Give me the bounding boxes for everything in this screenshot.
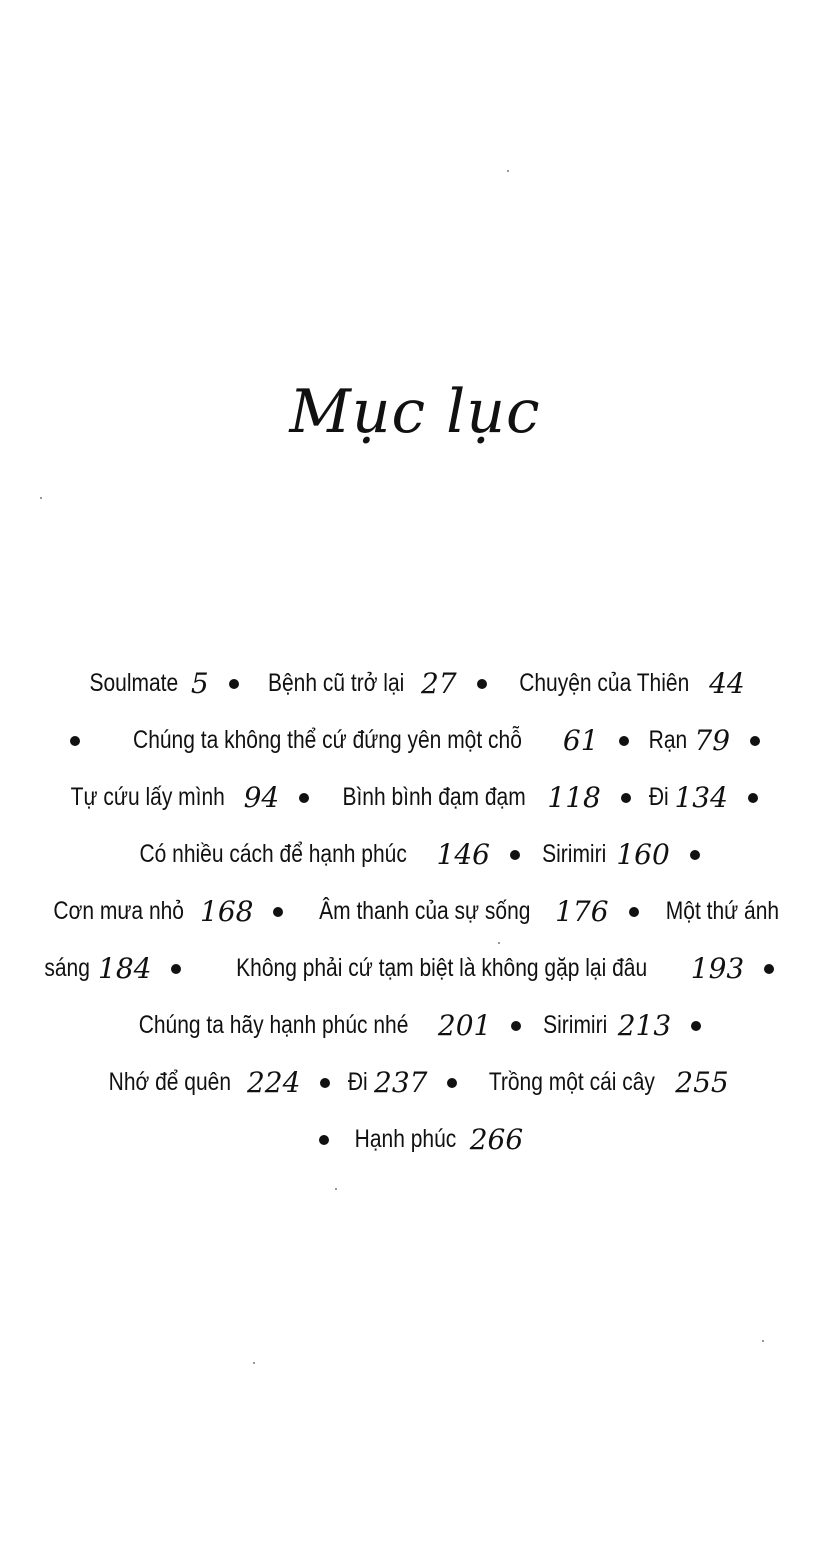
- toc-entry-title: Tự cứu lấy mình: [70, 783, 225, 811]
- toc-title: Mục lục: [289, 377, 541, 447]
- toc-entry-page-number: 168: [200, 895, 254, 928]
- toc-entry-title: Hạnh phúc: [354, 1125, 457, 1153]
- toc-entry-title: Sirimiri: [543, 1011, 608, 1039]
- toc-entry-title: Có nhiều cách để hạnh phúc: [139, 840, 408, 868]
- bullet-separator-icon: [629, 907, 639, 917]
- toc-entry-page-number: 27: [421, 667, 457, 700]
- bullet-separator-icon: [691, 1021, 701, 1031]
- toc-line: [20, 997, 810, 1054]
- toc-entry-page-number: 237: [374, 1066, 428, 1099]
- toc-line: [20, 940, 810, 997]
- bullet-separator-icon: [70, 736, 80, 746]
- toc-line: [20, 712, 810, 769]
- bullet-separator-icon: [477, 679, 487, 689]
- toc-entry-page-number: 94: [243, 781, 280, 814]
- toc-entry-page-number: 44: [709, 667, 745, 700]
- bullet-separator-icon: [319, 1135, 329, 1145]
- toc-entry-title: Rạn: [648, 726, 687, 754]
- bullet-separator-icon: [750, 736, 760, 746]
- bullet-separator-icon: [171, 964, 181, 974]
- toc-entry-title: Sirimiri: [542, 840, 607, 868]
- scan-speck: [762, 1340, 764, 1342]
- toc-entry-page-number: 5: [190, 667, 209, 700]
- toc-entry-title: Chúng ta hãy hạnh phúc nhé: [138, 1011, 409, 1039]
- toc-entry-page-number: 201: [437, 1009, 492, 1042]
- bullet-separator-icon: [447, 1078, 457, 1088]
- toc-entry-title: Âm thanh của sự sống: [319, 897, 531, 925]
- toc-entry-page-number: 160: [616, 838, 670, 871]
- bullet-separator-icon: [273, 907, 283, 917]
- bullet-separator-icon: [229, 679, 239, 689]
- toc-entry-page-number: 255: [675, 1066, 729, 1099]
- toc-entry-title: Đi: [648, 783, 669, 811]
- toc-entry-page-number: 213: [617, 1009, 672, 1042]
- toc-entry-page-number: 176: [555, 895, 609, 928]
- toc-entry-page-number: 134: [674, 781, 728, 814]
- toc-entry-title: Nhớ để quên: [108, 1068, 232, 1096]
- toc-line: [20, 826, 810, 883]
- toc-entry-title: Chúng ta không thể cứ đứng yên một chỗ: [132, 726, 522, 754]
- toc-entry-title: Bình bình đạm đạm: [342, 783, 526, 811]
- bullet-separator-icon: [748, 793, 758, 803]
- scan-speck: [40, 497, 42, 499]
- toc-entry-title: Một thứ ánh: [665, 897, 779, 925]
- toc-entry-page-number: 184: [98, 952, 152, 985]
- scan-speck: [507, 170, 509, 172]
- toc-entry-title: Chuyện của Thiên: [518, 669, 689, 697]
- toc-entry-page-number: 193: [690, 952, 745, 985]
- toc-line: [20, 883, 810, 940]
- toc-entry-title: Cơn mưa nhỏ: [53, 897, 184, 925]
- toc-entry-title: Trồng một cái cây: [489, 1068, 656, 1096]
- toc-entry-title: sáng: [44, 954, 90, 982]
- toc-entry-title: Soulmate: [89, 669, 179, 697]
- toc-entry-page-number: 224: [246, 1066, 301, 1099]
- bullet-separator-icon: [619, 736, 629, 746]
- bullet-separator-icon: [510, 850, 520, 860]
- bullet-separator-icon: [764, 964, 774, 974]
- toc-line: [20, 655, 810, 712]
- bullet-separator-icon: [320, 1078, 330, 1088]
- bullet-separator-icon: [690, 850, 700, 860]
- toc-entry-page-number: 146: [436, 838, 490, 871]
- scan-speck: [498, 942, 500, 944]
- table-of-contents: [20, 655, 810, 1168]
- bullet-separator-icon: [511, 1021, 521, 1031]
- bullet-separator-icon: [299, 793, 309, 803]
- toc-entry-page-number: 266: [469, 1123, 524, 1156]
- scan-speck: [335, 1188, 337, 1190]
- toc-line: [20, 769, 810, 826]
- toc-entry-title: Đi: [348, 1068, 369, 1096]
- toc-line: [20, 1054, 810, 1111]
- toc-entry-page-number: 79: [694, 724, 731, 757]
- scan-speck: [253, 1362, 255, 1364]
- toc-entry-title: Bệnh cũ trở lại: [267, 669, 405, 697]
- toc-entry-page-number: 118: [547, 781, 601, 814]
- toc-line: [20, 1111, 810, 1168]
- bullet-separator-icon: [621, 793, 631, 803]
- toc-entry-page-number: 61: [562, 724, 599, 757]
- toc-entry-title: Không phải cứ tạm biệt là không gặp lại đâu: [236, 954, 648, 982]
